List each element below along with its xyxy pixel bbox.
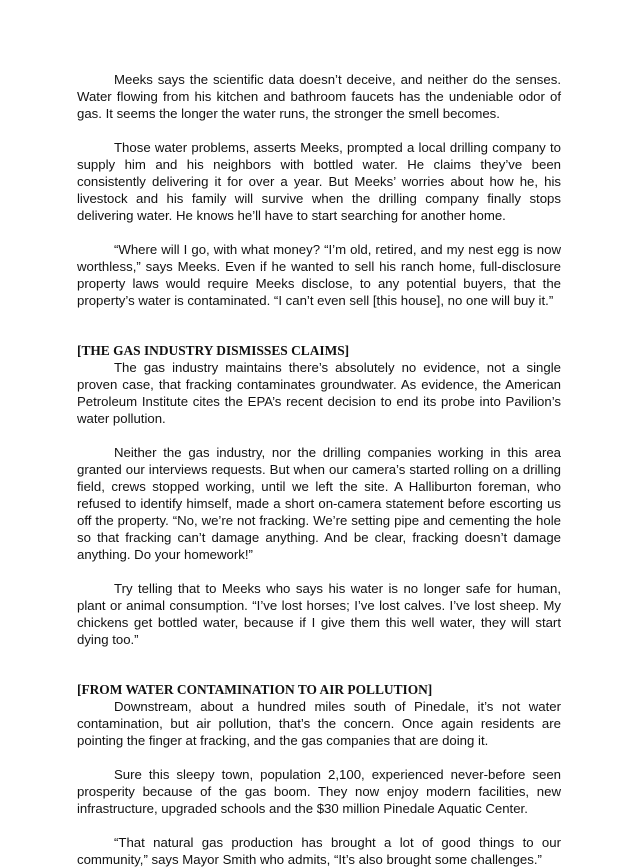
- paragraph-spacer: [77, 122, 561, 139]
- section-heading: [FROM WATER CONTAMINATION TO AIR POLLUTION]: [77, 682, 433, 697]
- section-spacer: [77, 309, 561, 342]
- paragraph: The gas industry maintains there’s absolutely no evidence, not a single proven case, that fracking contaminates groundwater. As evidence, the American Petroleum Institute cites the EPA’s recent decision to end its probe into Pavilion’s water pollution.: [77, 360, 561, 426]
- paragraph: Try telling that to Meeks who says his water is no longer safe for human, plant or animal consumption. “I’ve lost horses; I’ve lost calves. I’ve lost sheep. My chickens get bottled water, because if I give them this well water, they will start dying too.”: [77, 581, 561, 647]
- paragraph: “That natural gas production has brought a lot of good things to our community,” says Mayor Smith who admits, “It’s also brought some challenges.”: [77, 835, 561, 867]
- paragraph: Meeks says the scientific data doesn’t deceive, and neither do the senses. Water flowing from his kitchen and bathroom faucets has the undeniable odor of gas. It seems the longer the water runs, the stronger the smell becomes.: [77, 72, 561, 121]
- paragraph-spacer: [77, 427, 561, 444]
- paragraph: Sure this sleepy town, population 2,100, experienced never-before seen prosperity because of the gas boom. They now enjoy modern facilities, new infrastructure, upgraded schools and the $30 million Pinedale Aquatic Center.: [77, 767, 561, 816]
- paragraph-spacer: [77, 563, 561, 580]
- paragraph: “Where will I go, with what money? “I’m old, retired, and my nest egg is now worthless,” says Meeks. Even if he wanted to sell his ranch home, full-disclosure property laws would require Meeks disclose, to any potential buyers, that the property’s water is contaminated. “I can’t even sell [this house], no one will buy it.”: [77, 242, 561, 308]
- section-spacer: [77, 648, 561, 681]
- section-heading: [THE GAS INDUSTRY DISMISSES CLAIMS]: [77, 343, 350, 358]
- paragraph: Downstream, about a hundred miles south of Pinedale, it’s not water contamination, but air pollution, that’s the concern. Once again residents are pointing the finger at fracking, and the gas companies that are doing it.: [77, 699, 561, 748]
- paragraph: Those water problems, asserts Meeks, prompted a local drilling company to supply him and his neighbors with bottled water. He claims they’ve been consistently delivering it for over a year. But Meeks’ worries about how he, his livestock and his family will survive when the drilling company finally stops delivering water. He knows he’ll have to start searching for another home.: [77, 140, 561, 223]
- paragraph: Neither the gas industry, nor the drilling companies working in this area granted our interviews requests. But when our camera’s started rolling on a drilling field, crews stopped working, until we left the site. A Halliburton foreman, who refused to identify himself, made a short on-camera statement before escorting us off the property. “No, we’re not fracking. We’re setting pipe and cementing the hole so that fracking can’t damage anything. And be clear, fracking doesn’t damage anything. Do your homework!”: [77, 445, 561, 562]
- paragraph-spacer: [77, 749, 561, 766]
- paragraph-spacer: [77, 224, 561, 241]
